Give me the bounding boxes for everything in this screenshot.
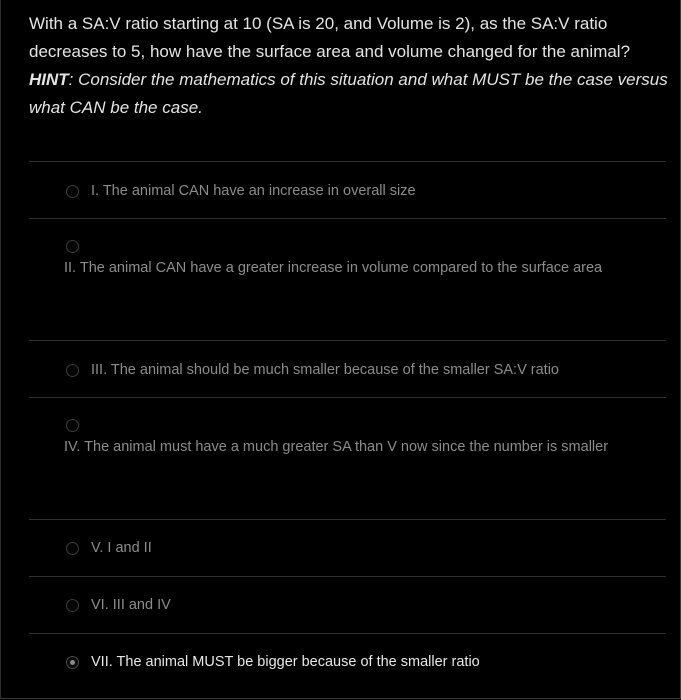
option-4[interactable] bbox=[29, 397, 666, 519]
radio-option-2[interactable] bbox=[66, 240, 79, 253]
radio-option-6[interactable] bbox=[66, 599, 79, 612]
hint-text: : Consider the mathematics of this situation and what MUST be the case versus what CAN be the case. bbox=[29, 70, 668, 117]
option-6[interactable] bbox=[29, 576, 666, 633]
option-1[interactable] bbox=[29, 161, 666, 218]
answer-options bbox=[29, 161, 666, 693]
option-7[interactable] bbox=[29, 633, 666, 693]
option-5[interactable] bbox=[29, 519, 666, 576]
radio-option-1[interactable] bbox=[66, 185, 79, 198]
option-7-label: VII. The animal MUST be bigger because of the smaller ratio bbox=[91, 654, 480, 670]
option-6-label: VI. III and IV bbox=[91, 597, 171, 613]
question-lead: With a SA:V ratio starting at 10 (SA is 20, and Volume is 2), as the SA:V ratio decreases to 5, how have the surface area and volume changed for the animal? bbox=[29, 14, 631, 61]
radio-option-4[interactable] bbox=[66, 419, 79, 432]
option-1-label: I. The animal CAN have an increase in overall size bbox=[91, 183, 416, 199]
option-4-label: IV. The animal must have a much greater SA than V now since the number is smaller bbox=[64, 439, 609, 455]
question-text bbox=[29, 10, 669, 122]
radio-option-7[interactable] bbox=[66, 656, 79, 669]
option-5-label: V. I and II bbox=[91, 540, 152, 556]
hint-label: HINT bbox=[29, 70, 69, 89]
option-2[interactable] bbox=[29, 218, 666, 340]
option-2-label: II. The animal CAN have a greater increase in volume compared to the surface area bbox=[64, 260, 603, 276]
option-3[interactable] bbox=[29, 340, 666, 397]
radio-option-5[interactable] bbox=[66, 542, 79, 555]
radio-option-3[interactable] bbox=[66, 364, 79, 377]
option-3-label: III. The animal should be much smaller because of the smaller SA:V ratio bbox=[91, 362, 559, 378]
